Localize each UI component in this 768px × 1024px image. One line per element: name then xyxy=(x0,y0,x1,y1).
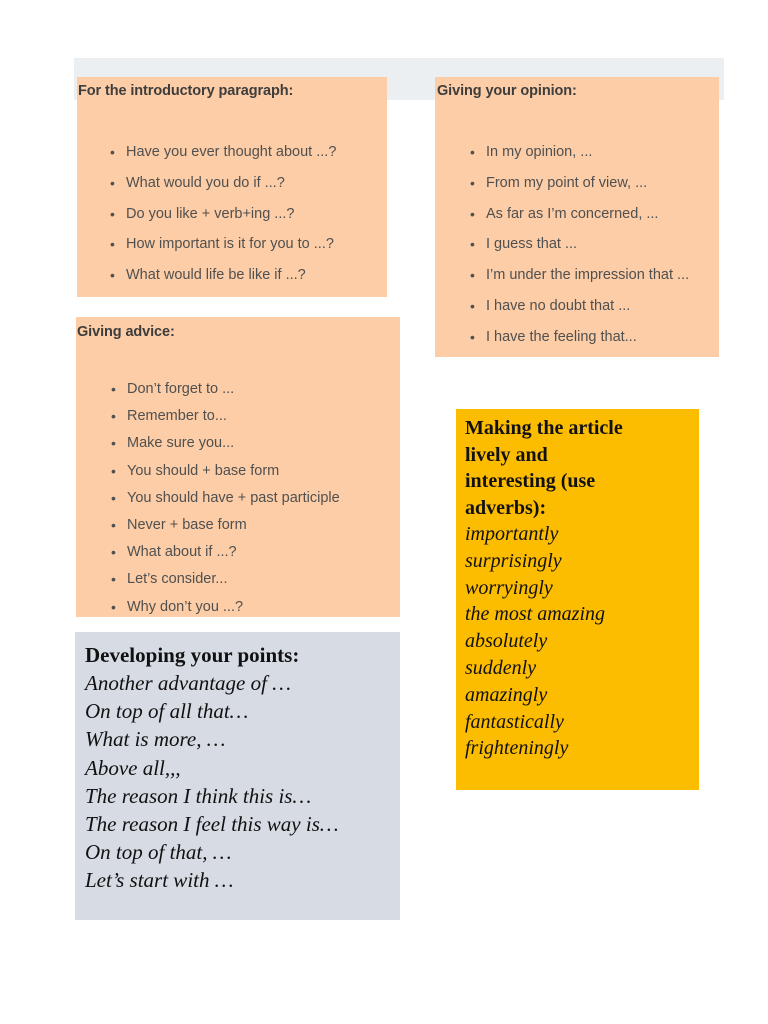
bullet-icon: • xyxy=(110,236,115,253)
list-item: suddenly xyxy=(465,656,537,679)
list-item: worryingly xyxy=(465,576,553,599)
list-item: • Don’t forget to ... xyxy=(111,381,235,397)
list-item: Above all,,, xyxy=(85,755,181,780)
lively-article-card xyxy=(456,409,699,790)
list-item: • I guess that ... xyxy=(470,236,578,253)
list-item: • You should + base form xyxy=(111,462,280,479)
advice-phrase-list xyxy=(77,380,400,617)
list-item: • From my point of view, ... xyxy=(470,174,648,191)
list-item: • How important is it for you to ...? xyxy=(110,236,334,253)
list-item: • Do you like + verb+ing ...? xyxy=(110,205,295,222)
bullet-icon: • xyxy=(470,267,475,284)
bullet-icon: • xyxy=(470,144,475,160)
list-item: • What would you do if ...? xyxy=(110,174,285,191)
list-item: amazingly xyxy=(465,683,548,706)
bullet-icon: • xyxy=(111,571,116,588)
list-item: importantly xyxy=(465,523,559,545)
title-line: lively and xyxy=(465,443,548,466)
bullet-icon: • xyxy=(110,174,115,191)
giving-opinion-card xyxy=(435,77,719,357)
list-item: • I have no doubt that ... xyxy=(470,297,631,314)
bullet-icon: • xyxy=(470,236,475,253)
bullet-icon: • xyxy=(111,489,116,506)
list-item: frighteningly xyxy=(465,737,569,760)
list-item: the most amazing xyxy=(465,603,605,626)
bullet-icon: • xyxy=(111,544,116,561)
bullet-icon: • xyxy=(470,174,475,191)
bullet-icon: • xyxy=(111,381,116,397)
introductory-phrase-list xyxy=(78,143,387,297)
list-item: The reason I think this is… xyxy=(85,783,312,808)
bullet-icon: • xyxy=(111,598,116,615)
opinion-phrase-list xyxy=(437,143,719,357)
title-line: Making the article xyxy=(465,417,623,439)
list-item: On top of all that… xyxy=(85,699,249,724)
bullet-icon: • xyxy=(110,144,115,160)
list-item: • What would life be like if ...? xyxy=(110,267,306,284)
lively-article-title xyxy=(465,415,699,521)
list-item: • Why don’t you ...? xyxy=(111,598,244,615)
list-item: On top of that, … xyxy=(85,840,232,865)
introductory-paragraph-card xyxy=(77,77,387,297)
developing-points-title: Developing your points: xyxy=(85,643,300,667)
list-item: • What about if ...? xyxy=(111,544,237,561)
bullet-icon: • xyxy=(111,435,116,452)
list-item: • You should have + past participle xyxy=(111,489,340,506)
list-item: surprisingly xyxy=(465,549,562,572)
giving-advice-card xyxy=(76,317,400,617)
giving-advice-title: Giving advice: xyxy=(77,324,175,340)
title-line: adverbs): xyxy=(465,496,547,519)
introductory-paragraph-title: For the introductory paragraph: xyxy=(78,83,294,99)
bullet-icon: • xyxy=(111,516,116,533)
list-item: • Let’s consider... xyxy=(111,571,228,588)
bullet-icon: • xyxy=(111,408,116,425)
list-item: • I’m under the impression that ... xyxy=(470,267,690,284)
list-item: fantastically xyxy=(465,710,564,733)
list-item: Another advantage of … xyxy=(85,671,291,695)
list-item: • Make sure you... xyxy=(111,435,235,452)
bullet-icon: • xyxy=(470,297,475,314)
giving-opinion-title: Giving your opinion: xyxy=(437,83,577,99)
bullet-icon: • xyxy=(111,462,116,479)
bullet-icon: • xyxy=(470,205,475,222)
list-item: • In my opinion, ... xyxy=(470,144,593,160)
list-item: • I have the feeling that... xyxy=(470,328,637,345)
bullet-icon: • xyxy=(110,267,115,284)
list-item: The reason I feel this way is… xyxy=(85,812,339,837)
list-item: Let’s start with … xyxy=(85,868,234,893)
list-item: What is more, … xyxy=(85,727,226,752)
bullet-icon: • xyxy=(110,205,115,222)
list-item: • As far as I’m concerned, ... xyxy=(470,205,659,222)
list-item: absolutely xyxy=(465,630,548,653)
list-item: • Have you ever thought about ...? xyxy=(110,144,337,160)
bullet-icon: • xyxy=(470,328,475,345)
developing-points-card xyxy=(75,632,400,920)
list-item: • Never + base form xyxy=(111,516,247,533)
list-item: • Remember to... xyxy=(111,408,227,425)
title-line: interesting (use xyxy=(465,470,596,492)
